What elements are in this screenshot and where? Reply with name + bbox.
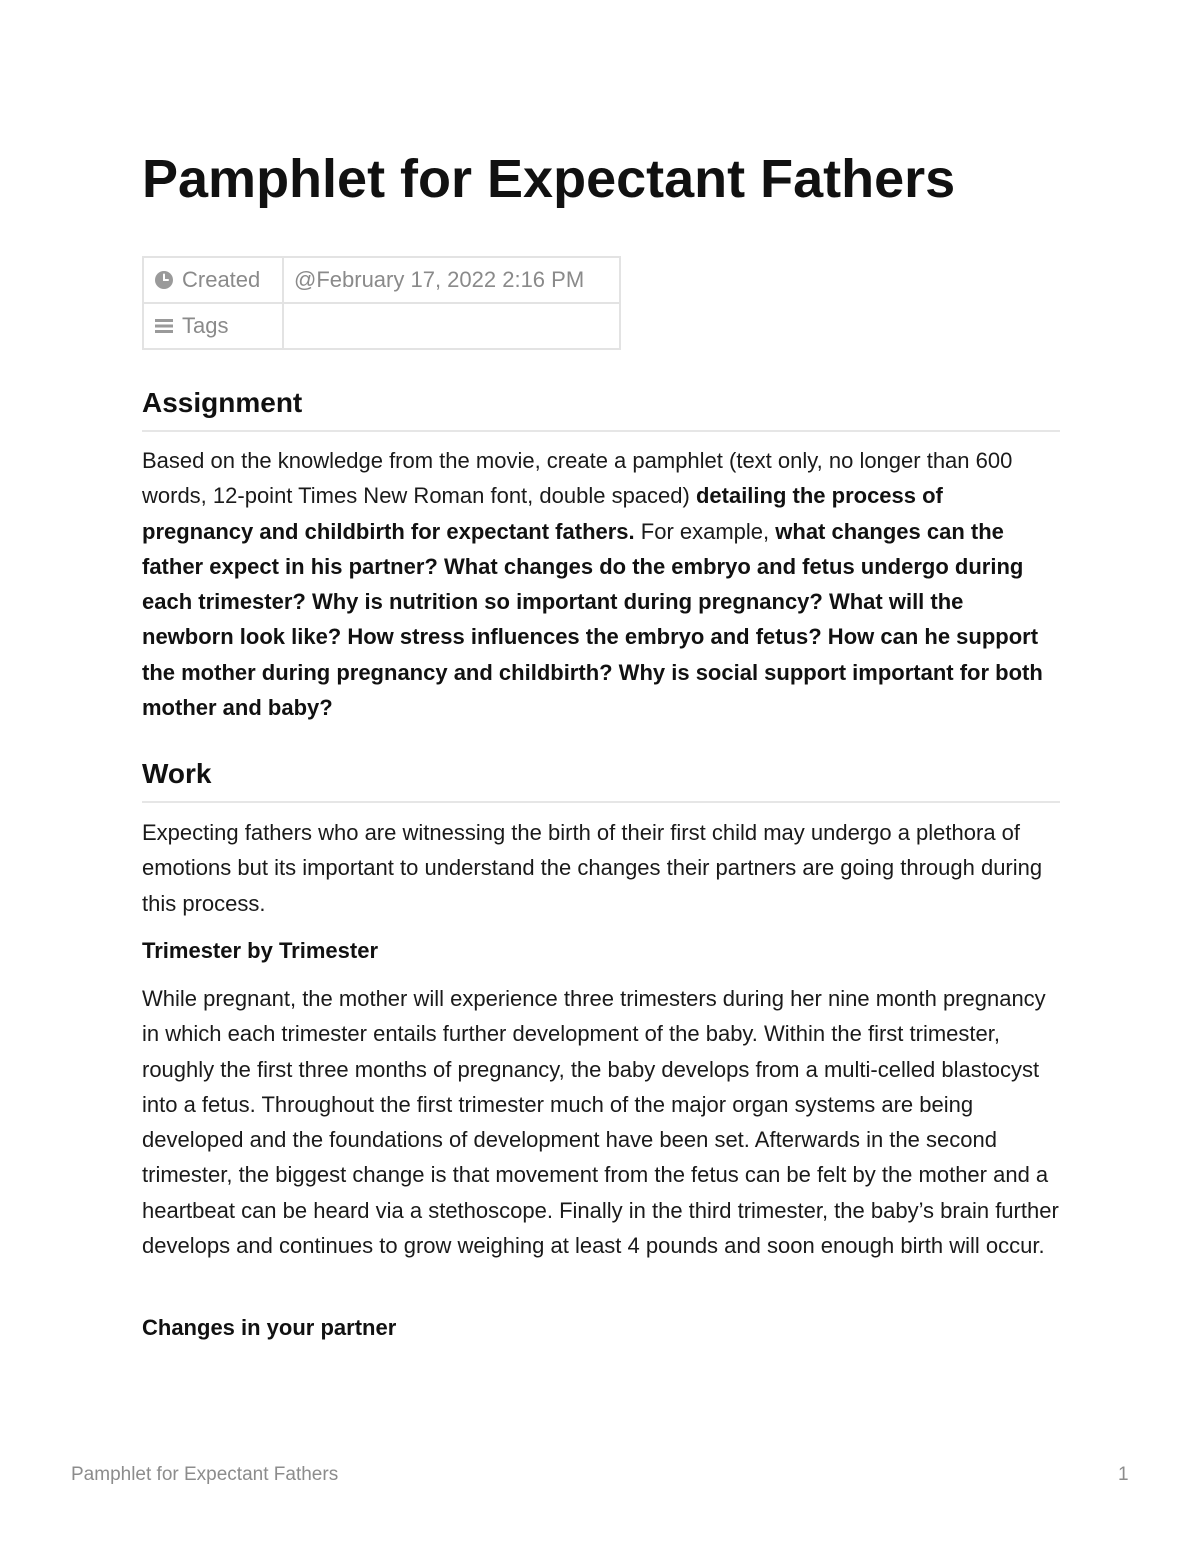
clock-icon — [154, 270, 174, 290]
trimester-subheading: Trimester by Trimester — [142, 938, 379, 963]
work-heading: Work — [142, 758, 212, 789]
assignment-heading: Assignment — [142, 387, 303, 418]
property-row-created — [143, 257, 620, 303]
partner-subheading: Changes in your partner — [142, 1315, 397, 1340]
assignment-paragraph — [142, 443, 1060, 725]
page-title: Pamphlet for Expectant Fathers — [142, 149, 956, 209]
property-label: Created — [182, 267, 261, 292]
property-value-tags[interactable] — [283, 303, 620, 349]
section-divider — [142, 801, 1060, 803]
property-key-tags — [143, 303, 283, 349]
properties-table — [142, 256, 621, 350]
section-divider — [142, 430, 1060, 432]
list-icon — [154, 316, 174, 336]
assignment-bold-1: detailing the process of pregnancy and childbirth for expectant fathers. — [142, 483, 943, 544]
assignment-bold-2: what changes can the father expect in his partner? What changes do the embryo and fetus undergo during each trimester? Why is nutrition so important during pregnancy? What will the newborn look like? How stress influences the embryo and fetus? How can he support the mother during pregnancy and childbirth? Why is social support important for both mother and baby? — [142, 518, 1043, 721]
trimester-paragraph: While pregnant, the mother will experience three trimesters during her nine month pregnancy in which each trimester entails further development of the baby. Within the first trimester, roughly the first three months of pregnancy, the baby develops from a multi-celled blastocyst into a fetus. Throughout the first trimester much of the major organ systems are being developed and the foundations of development have been set. Afterwards in the second trimester, the biggest change is that movement from the fetus can be felt by the mother and a heartbeat can be heard via a stethoscope. Finally in the third trimester, the baby’s brain further develops and continues to grow weighing at least 4 pounds and soon enough birth will occur. — [142, 986, 1059, 1259]
property-row-tags — [143, 303, 620, 349]
footer-page-number: 1 — [1118, 1464, 1129, 1485]
property-label: Tags — [182, 313, 229, 338]
assignment-text-1: Based on the knowledge from the movie, create a pamphlet (text only, no longer than 600 words, 12-point Times New Roman font, double spaced) — [142, 448, 1013, 509]
work-intro-paragraph: Expecting fathers who are witnessing the birth of their first child may undergo a plethora of emotions but its important to understand the changes their partners are going through during this process. — [142, 820, 1043, 916]
property-key-created — [143, 257, 283, 303]
footer-document-title: Pamphlet for Expectant Fathers — [71, 1464, 339, 1485]
property-value-created[interactable]: @February 17, 2022 2:16 PM — [283, 257, 620, 303]
assignment-text-2: For example, — [634, 518, 776, 544]
